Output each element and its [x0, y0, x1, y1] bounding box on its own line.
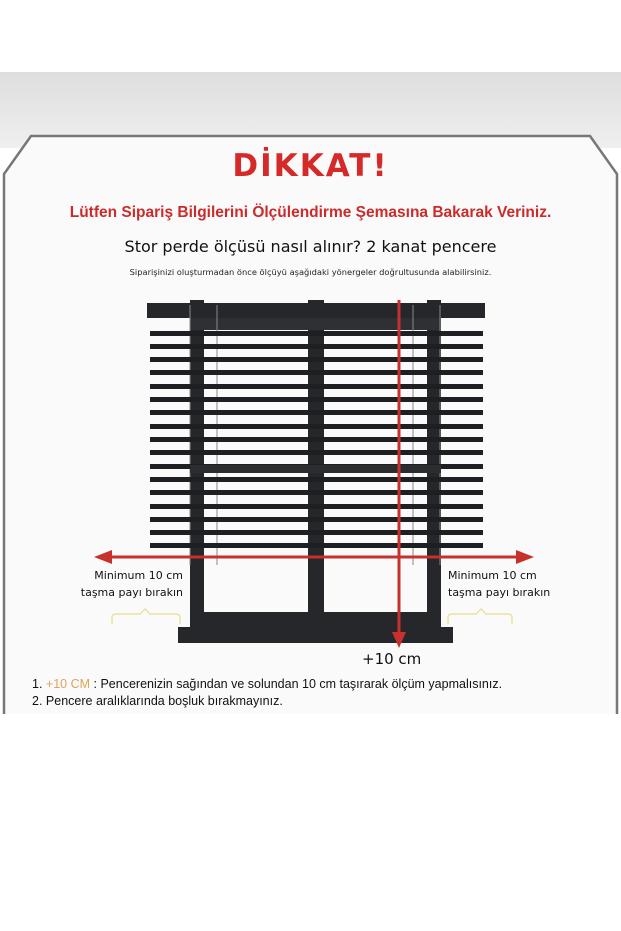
note-text: Pencere aralıklarında boşluk bırakmayınız.: [42, 694, 283, 708]
note-item-1: [32, 676, 502, 693]
left-label-line1: Minimum 10 cm: [94, 569, 183, 582]
warning-title: DİKKAT!: [232, 148, 389, 184]
note-number: 1.: [32, 677, 43, 691]
notes-list: [32, 676, 502, 710]
note-text: : Pencerenizin sağından ve solundan 10 cm taşırarak ölçüm yapmalısınız.: [90, 677, 503, 691]
warning-subtitle: Lütfen Sipariş Bilgilerini Ölçülendirme Şemasına Bakarak Veriniz.: [69, 204, 552, 221]
left-label-line2: taşma payı bırakın: [80, 586, 183, 599]
note-highlight: +10 CM: [45, 677, 91, 691]
right-overhang-label: [448, 567, 598, 601]
instruction-text: Siparişinizi oluşturmadan önce ölçüyü aşağıdaki yönergeler doğrultusunda alabilirsiniz.: [129, 267, 492, 277]
height-arrow: [392, 300, 406, 648]
head-rail: [147, 303, 485, 318]
right-label-line1: Minimum 10 cm: [448, 569, 537, 582]
left-overhang-label: [40, 567, 183, 601]
right-label-line2: taşma payı bırakın: [448, 586, 551, 599]
overhang-bracket-right: [448, 609, 512, 624]
overhang-bracket-left: [112, 609, 180, 624]
note-number: 2.: [32, 694, 43, 708]
note-item-2: [32, 693, 502, 710]
bottom-overhang-label: +10 cm: [362, 650, 422, 668]
measurement-question: Stor perde ölçüsü nasıl alınır? 2 kanat pencere: [124, 237, 497, 256]
